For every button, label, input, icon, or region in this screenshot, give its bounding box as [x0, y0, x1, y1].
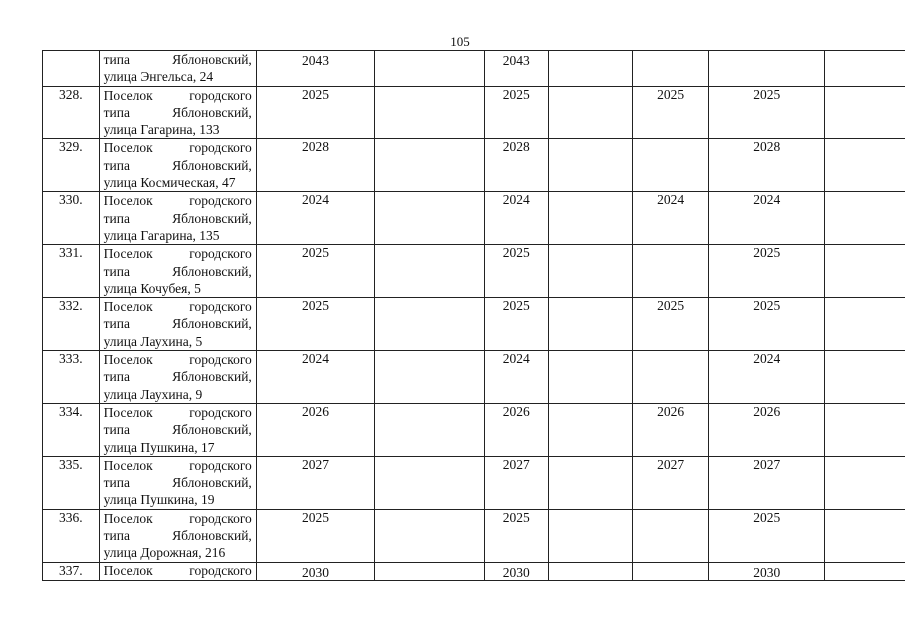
empty-cell: [375, 51, 484, 87]
address-cell: [99, 562, 256, 580]
year-cell-y3: 2025: [484, 298, 548, 351]
address-cell: [99, 139, 256, 192]
address-line: типа Яблоновский,: [103, 369, 252, 385]
address-line: Поселок городского: [103, 87, 252, 103]
year-cell-y1: 2025: [256, 509, 374, 562]
year-cell-y4: [632, 351, 709, 404]
year-cell-y3: 2026: [484, 403, 548, 456]
empty-cell: [824, 351, 905, 404]
empty-cell: [548, 562, 632, 580]
address-line: Поселок городского: [103, 299, 252, 315]
year-cell-y3: 2024: [484, 351, 548, 404]
empty-cell: [375, 139, 484, 192]
empty-cell: [548, 298, 632, 351]
address-line: Поселок городского: [103, 404, 252, 420]
address-line: типа Яблоновский,: [103, 104, 252, 120]
address-cell: [99, 298, 256, 351]
year-cell-y3: 2025: [484, 245, 548, 298]
empty-cell: [375, 351, 484, 404]
row-number: 334.: [43, 403, 100, 456]
address-line: типа Яблоновский,: [103, 210, 252, 226]
address-cell: [99, 86, 256, 139]
year-cell-y6: 2028: [709, 139, 825, 192]
row-number: 332.: [43, 298, 100, 351]
year-cell-y4: 2025: [632, 298, 709, 351]
empty-cell: [375, 562, 484, 580]
address-line: типа Яблоновский,: [103, 475, 252, 491]
year-cell-y1: 2025: [256, 86, 374, 139]
empty-cell: [824, 562, 905, 580]
table-row: [43, 403, 905, 456]
address-line: улица Кочубея, 5: [103, 280, 201, 296]
table-row: [43, 51, 905, 87]
address-cell: [99, 403, 256, 456]
row-number: 329.: [43, 139, 100, 192]
year-cell-y3: 2028: [484, 139, 548, 192]
row-number: 333.: [43, 351, 100, 404]
empty-cell: [375, 456, 484, 509]
year-cell-y6: 2025: [709, 509, 825, 562]
empty-cell: [548, 86, 632, 139]
empty-cell: [824, 509, 905, 562]
empty-cell: [375, 403, 484, 456]
housing-registry-table: [42, 50, 905, 581]
year-cell-y4: [632, 51, 709, 87]
year-cell-y4: 2024: [632, 192, 709, 245]
empty-cell: [824, 403, 905, 456]
year-cell-y4: [632, 139, 709, 192]
year-cell-y3: 2025: [484, 509, 548, 562]
year-cell-y4: [632, 509, 709, 562]
year-cell-y4: [632, 245, 709, 298]
empty-cell: [375, 192, 484, 245]
address-line: Поселок городского: [103, 140, 252, 156]
page-number: 105: [450, 34, 470, 49]
empty-cell: [548, 139, 632, 192]
empty-cell: [548, 403, 632, 456]
address-line: Поселок городского: [103, 457, 252, 473]
empty-cell: [548, 51, 632, 87]
year-cell-y6: 2026: [709, 403, 825, 456]
table-row: [43, 351, 905, 404]
row-number: 336.: [43, 509, 100, 562]
empty-cell: [548, 456, 632, 509]
address-cell: [99, 245, 256, 298]
address-line: улица Космическая, 47: [103, 175, 236, 191]
address-line: улица Гагарина, 133: [103, 122, 220, 138]
empty-cell: [548, 245, 632, 298]
year-cell-y4: 2025: [632, 86, 709, 139]
year-cell-y1: 2025: [256, 298, 374, 351]
year-cell-y6: 2030: [709, 562, 825, 580]
address-line: улица Дорожная, 216: [103, 545, 226, 561]
year-cell-y1: 2024: [256, 351, 374, 404]
year-cell-y1: 2025: [256, 245, 374, 298]
row-number: 335.: [43, 456, 100, 509]
empty-cell: [548, 192, 632, 245]
address-line: типа Яблоновский,: [103, 528, 252, 544]
address-cell: [99, 51, 256, 87]
year-cell-y1: 2026: [256, 403, 374, 456]
empty-cell: [548, 509, 632, 562]
table-row: [43, 456, 905, 509]
address-line: улица Лаухина, 9: [103, 386, 203, 402]
empty-cell: [375, 86, 484, 139]
empty-cell: [824, 298, 905, 351]
address-cell: [99, 192, 256, 245]
empty-cell: [548, 351, 632, 404]
address-line: Поселок городского: [103, 193, 252, 209]
address-line: Поселок городского: [103, 562, 252, 578]
empty-cell: [824, 51, 905, 87]
empty-cell: [824, 245, 905, 298]
table-row: [43, 298, 905, 351]
address-cell: [99, 509, 256, 562]
table-row: [43, 245, 905, 298]
row-number: 330.: [43, 192, 100, 245]
year-cell-y1: 2028: [256, 139, 374, 192]
table-row: [43, 192, 905, 245]
address-cell: [99, 456, 256, 509]
empty-cell: [375, 509, 484, 562]
year-cell-y1: 2030: [256, 562, 374, 580]
year-cell-y1: 2043: [256, 51, 374, 87]
empty-cell: [824, 192, 905, 245]
year-cell-y6: 2025: [709, 298, 825, 351]
address-line: Поселок городского: [103, 246, 252, 262]
address-line: улица Гагарина, 135: [103, 227, 220, 243]
year-cell-y6: 2027: [709, 456, 825, 509]
year-cell-y3: 2027: [484, 456, 548, 509]
year-cell-y3: 2030: [484, 562, 548, 580]
address-line: типа Яблоновский,: [103, 422, 252, 438]
address-line: типа Яблоновский,: [103, 316, 252, 332]
table-row: [43, 86, 905, 139]
empty-cell: [375, 298, 484, 351]
row-number: 337.: [43, 562, 100, 580]
row-number: 328.: [43, 86, 100, 139]
address-line: улица Пушкина, 17: [103, 439, 215, 455]
year-cell-y6: 2025: [709, 245, 825, 298]
year-cell-y1: 2027: [256, 456, 374, 509]
row-number: [43, 51, 100, 87]
address-line: улица Энгельса, 24: [103, 69, 214, 85]
year-cell-y1: 2024: [256, 192, 374, 245]
year-cell-y3: 2024: [484, 192, 548, 245]
year-cell-y6: [709, 51, 825, 87]
year-cell-y6: 2024: [709, 351, 825, 404]
row-number: 331.: [43, 245, 100, 298]
empty-cell: [824, 456, 905, 509]
table-row: [43, 562, 905, 580]
address-line: Поселок городского: [103, 510, 252, 526]
empty-cell: [375, 245, 484, 298]
table-body: [43, 51, 905, 581]
year-cell-y4: 2026: [632, 403, 709, 456]
table-row: [43, 139, 905, 192]
table-row: [43, 509, 905, 562]
address-line: улица Пушкина, 19: [103, 492, 215, 508]
year-cell-y6: 2024: [709, 192, 825, 245]
address-line: улица Лаухина, 5: [103, 333, 203, 349]
year-cell-y4: [632, 562, 709, 580]
address-cell: [99, 351, 256, 404]
address-line: типа Яблоновский,: [103, 157, 252, 173]
empty-cell: [824, 86, 905, 139]
address-line: типа Яблоновский,: [103, 263, 252, 279]
year-cell-y4: 2027: [632, 456, 709, 509]
address-line: Поселок городского: [103, 352, 252, 368]
empty-cell: [824, 139, 905, 192]
year-cell-y3: 2025: [484, 86, 548, 139]
year-cell-y6: 2025: [709, 86, 825, 139]
year-cell-y3: 2043: [484, 51, 548, 87]
address-line: типа Яблоновский,: [103, 52, 252, 67]
